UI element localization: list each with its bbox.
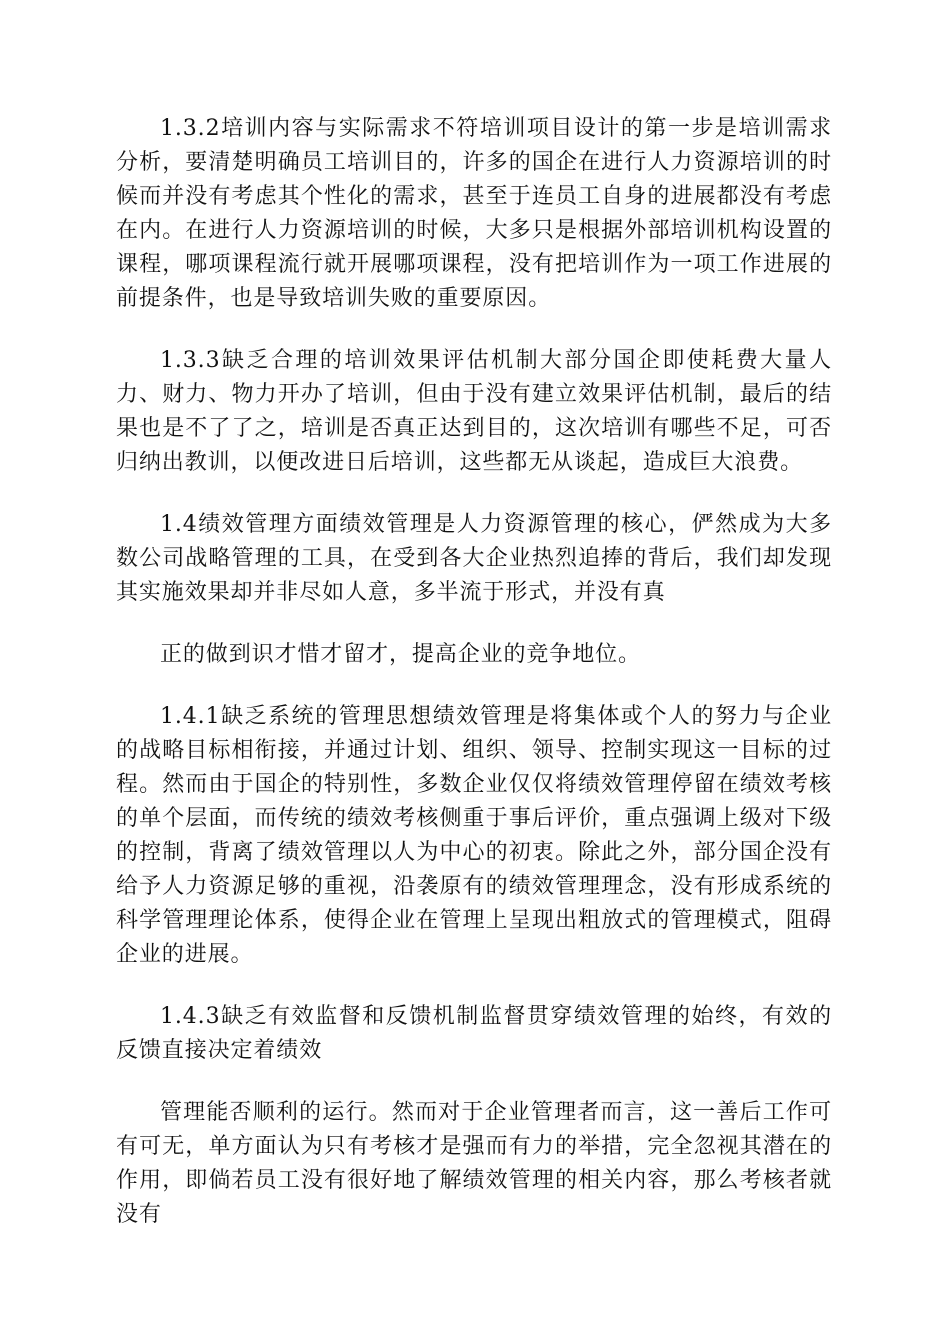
- paragraph-1-3-3: 1.3.3缺乏合理的培训效果评估机制大部分国企即使耗费大量人力、财力、物力开办了培训，但由于没有建立效果评估机制，最后的结果也是不了了之，培训是否真正达到目的，这次培训有哪些不足，可否归纳出教训，以便改进日后培训，这些都无从谈起，造成巨大浪费。: [116, 348, 832, 475]
- paragraph-1-4: 1.4绩效管理方面绩效管理是人力资源管理的核心，俨然成为大多数公司战略管理的工具，在受到各大企业热烈追捧的背后，我们却发现其实施效果却并非尽如人意，多半流于形式，并没有真: [116, 512, 832, 605]
- paragraph-1-4-3-continued: 管理能否顺利的运行。然而对于企业管理者而言，这一善后工作可有可无，单方面认为只有考核才是强而有力的举措，完全忽视其潜在的作用，即倘若员工没有很好地了解绩效管理的相关内容，那么考核者就没有: [116, 1100, 832, 1227]
- paragraph-1-4-continued: 正的做到识才惜才留才，提高企业的竞争地位。: [160, 642, 641, 667]
- document-page: [116, 112, 832, 1232]
- paragraph-1-3-2: 1.3.2培训内容与实际需求不符培训项目设计的第一步是培训需求分析，要清楚明确员工培训目的，许多的国企在进行人力资源培训的时候而并没有考虑其个性化的需求，甚至于连员工自身的进展都没有考虑在内。在进行人力资源培训的时候，大多只是根据外部培训机构设置的课程，哪项课程流行就开展哪项课程，没有把培训作为一项工作进展的前提条件，也是导致培训失败的重要原因。: [116, 116, 832, 311]
- paragraph-1-4-3: 1.4.3缺乏有效监督和反馈机制监督贯穿绩效管理的始终，有效的反馈直接决定着绩效: [116, 1004, 832, 1063]
- paragraph-1-4-1: 1.4.1缺乏系统的管理思想绩效管理是将集体或个人的努力与企业的战略目标相衔接，并通过计划、组织、领导、控制实现这一目标的过程。然而由于国企的特别性，多数企业仅仅将绩效管理停留在绩效考核的单个层面，而传统的绩效考核侧重于事后评价，重点强调上级对下级的控制，背离了绩效管理以人为中心的初衷。除此之外，部分国企没有给予人力资源足够的重视，沿袭原有的绩效管理理念，没有形成系统的科学管理理论体系，使得企业在管理上呈现出粗放式的管理模式，阻碍企业的进展。: [116, 704, 832, 967]
